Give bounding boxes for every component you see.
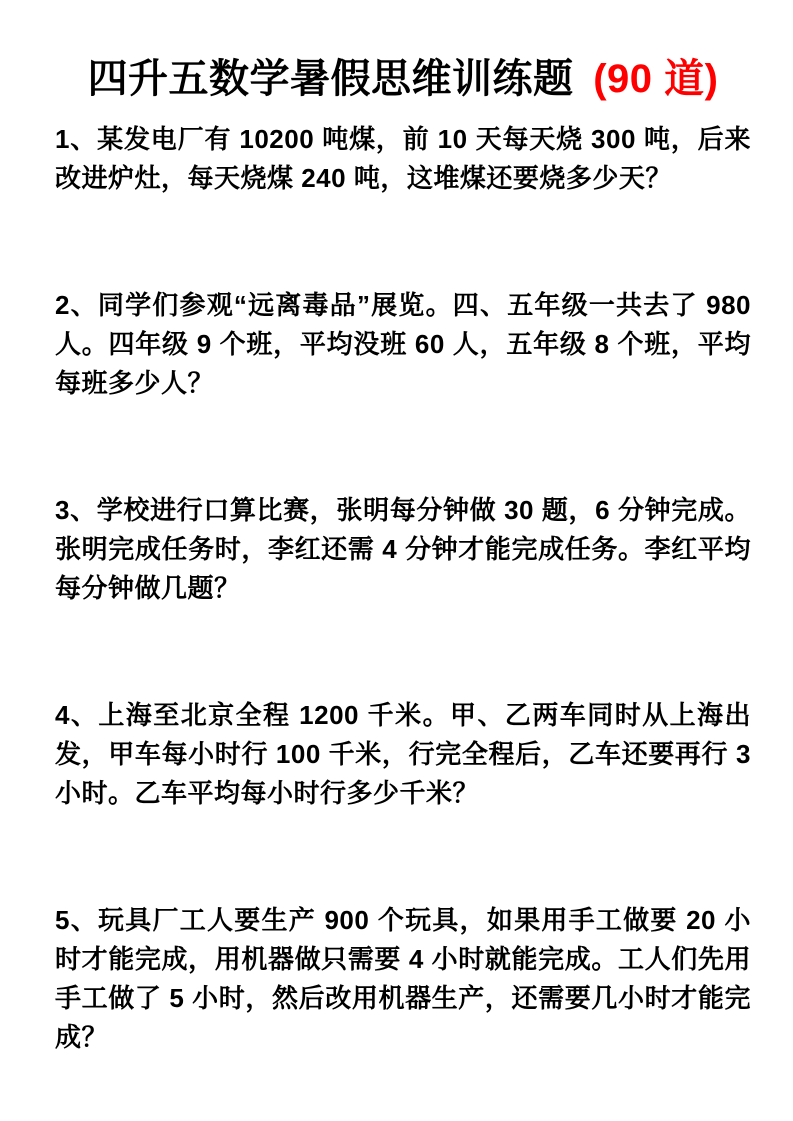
problem-list: [55, 120, 751, 1057]
title-main-text: 四升五数学暑假思维训练题: [87, 57, 574, 101]
problem-2: 2、同学们参观“远离毒品”展览。四、五年级一共去了 980 人。四年级 9 个班，平均没班 60 人，五年级 8 个班，平均每班多少人？: [55, 290, 751, 398]
problem-4: 4、上海至北京全程 1200 千米。甲、乙两车同时从上海出发，甲车每小时行 100 千米，行完全程后，乙车还要再行 3 小时。乙车平均每小时行多少千米？: [55, 700, 751, 808]
problem-5: 5、玩具厂工人要生产 900 个玩具，如果用手工做要 20 小时才能完成，用机器做只需要 4 小时就能完成。工人们先用手工做了 5 小时，然后改用机器生产，还需要几小时才能完成？: [55, 905, 751, 1052]
problem-3: 3、学校进行口算比赛，张明每分钟做 30 题，6 分钟完成。张明完成任务时，李红还需 4 分钟才能完成任务。李红平均每分钟做几题？: [55, 495, 751, 603]
problem-1: 1、某发电厂有 10200 吨煤，前 10 天每天烧 300 吨，后来改进炉灶，每天烧煤 240 吨，这堆煤还要烧多少天？: [55, 124, 751, 193]
title-question-count: (90 道): [593, 57, 719, 101]
page-title: [55, 56, 751, 102]
